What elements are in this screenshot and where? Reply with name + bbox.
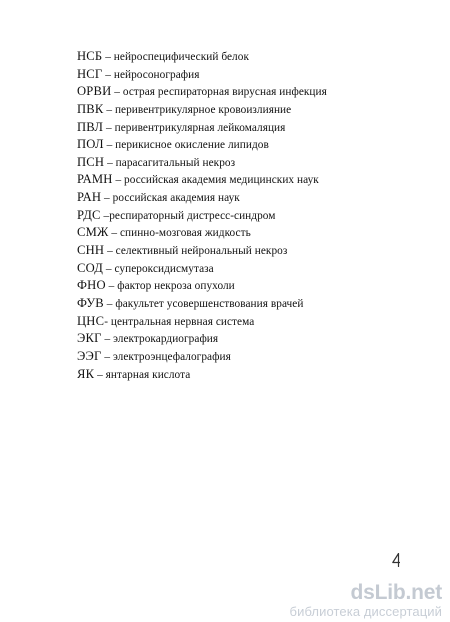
abbreviation-definition: перивентрикулярная лейкомаляция — [114, 121, 286, 134]
abbreviation-separator: – — [104, 245, 116, 258]
abbreviation-definition: фактор некроза опухоли — [117, 280, 235, 293]
abbreviation-definition: янтарная кислота — [105, 368, 191, 381]
abbreviation-row — [77, 348, 417, 366]
abbreviation-row — [77, 171, 417, 189]
abbreviation-separator: – — [102, 51, 114, 63]
abbreviation-list — [77, 48, 417, 383]
abbreviation-row — [77, 224, 417, 242]
abbreviation-separator: – — [100, 209, 110, 222]
abbreviation-row — [77, 277, 417, 295]
abbreviation-term: ПВЛ — [77, 119, 104, 134]
abbreviation-separator: – — [103, 297, 116, 310]
abbreviation-separator: - — [104, 315, 111, 328]
abbreviation-row — [77, 136, 417, 154]
abbreviation-separator: – — [103, 103, 115, 116]
abbreviation-definition: электрокардиография — [113, 333, 219, 346]
abbreviation-row — [77, 260, 417, 278]
abbreviation-definition: перивентрикулярное кровоизлияние — [114, 103, 292, 116]
abbreviation-term: РАМН — [77, 172, 113, 187]
abbreviation-separator: – — [101, 333, 114, 346]
abbreviation-definition: факультет усовершенствования врачей — [115, 297, 304, 310]
abbreviation-row — [77, 66, 417, 84]
watermark-logo-lib: Lib — [374, 581, 406, 604]
abbreviation-row — [77, 366, 417, 384]
abbreviation-definition: перикисное окисление липидов — [115, 139, 269, 152]
abbreviation-term: СНН — [77, 243, 105, 258]
watermark-subtitle: библиотека диссертаций — [289, 604, 442, 619]
abbreviation-separator: – — [102, 68, 114, 81]
abbreviation-separator: – — [103, 121, 115, 134]
abbreviation-term: ЭКГ — [77, 331, 102, 346]
abbreviation-definition: супероксидисмутаза — [114, 262, 214, 275]
watermark-logo — [350, 582, 442, 604]
abbreviation-definition: респираторный дистресс-синдром — [109, 209, 276, 222]
abbreviation-term: ФУВ — [77, 295, 104, 310]
watermark-logo-net: .net — [405, 581, 442, 604]
abbreviation-row — [77, 83, 417, 101]
abbreviation-row — [77, 207, 417, 225]
abbreviation-row — [77, 242, 417, 260]
abbreviation-separator: – — [94, 368, 106, 381]
watermark-logo-ds: ds — [350, 581, 375, 604]
abbreviation-definition: нейроспецифический белок — [113, 51, 249, 63]
abbreviation-definition: российская академия медицинских наук — [124, 174, 319, 187]
abbreviation-term: РАН — [77, 190, 102, 205]
abbreviation-definition: центральная нервная система — [110, 315, 255, 328]
abbreviation-separator: – — [101, 192, 113, 205]
abbreviation-row — [77, 330, 417, 348]
abbreviation-row — [77, 48, 417, 66]
abbreviation-definition: парасагитальный некроз — [115, 156, 236, 169]
abbreviation-term: ЦНС — [77, 313, 105, 328]
abbreviation-definition: острая респираторная вирусная инфекция — [122, 86, 327, 99]
abbreviation-definition: спинно-мозговая жидкость — [119, 227, 251, 240]
abbreviation-definition: электроэнцефалография — [112, 350, 231, 363]
abbreviation-row — [77, 313, 417, 331]
abbreviation-row — [77, 119, 417, 137]
abbreviation-term: РДС — [77, 207, 101, 222]
abbreviation-term: ЭЭГ — [77, 348, 102, 363]
abbreviation-term: ОРВИ — [77, 84, 112, 99]
abbreviation-term: ФНО — [77, 278, 106, 293]
abbreviation-definition: селективный нейрональный некроз — [115, 245, 288, 258]
abbreviation-separator: – — [111, 86, 123, 99]
abbreviation-row — [77, 189, 417, 207]
abbreviation-term: НСБ — [77, 49, 103, 63]
abbreviation-separator: – — [103, 139, 116, 152]
abbreviation-separator: – — [105, 280, 118, 293]
abbreviation-term: НСГ — [77, 66, 103, 81]
abbreviation-separator: – — [104, 156, 116, 169]
abbreviation-separator: – — [101, 350, 113, 363]
abbreviation-row — [77, 101, 417, 119]
abbreviation-term: ПВК — [77, 101, 104, 116]
watermark — [289, 568, 450, 622]
abbreviation-term: СОД — [77, 260, 104, 275]
abbreviation-row — [77, 154, 417, 172]
abbreviation-term: ЯК — [77, 366, 95, 381]
abbreviation-term: ПСН — [77, 154, 105, 169]
abbreviation-term: ПОЛ — [77, 137, 104, 152]
abbreviation-separator: – — [112, 174, 125, 187]
abbreviation-definition: нейросонография — [113, 68, 200, 81]
page-number-mark — [392, 553, 400, 567]
abbreviation-term: СМЖ — [77, 225, 109, 240]
abbreviation-definition: российская академия наук — [112, 192, 240, 205]
abbreviation-separator: – — [103, 262, 115, 275]
abbreviation-separator: – — [108, 227, 120, 240]
abbreviation-row — [77, 295, 417, 313]
